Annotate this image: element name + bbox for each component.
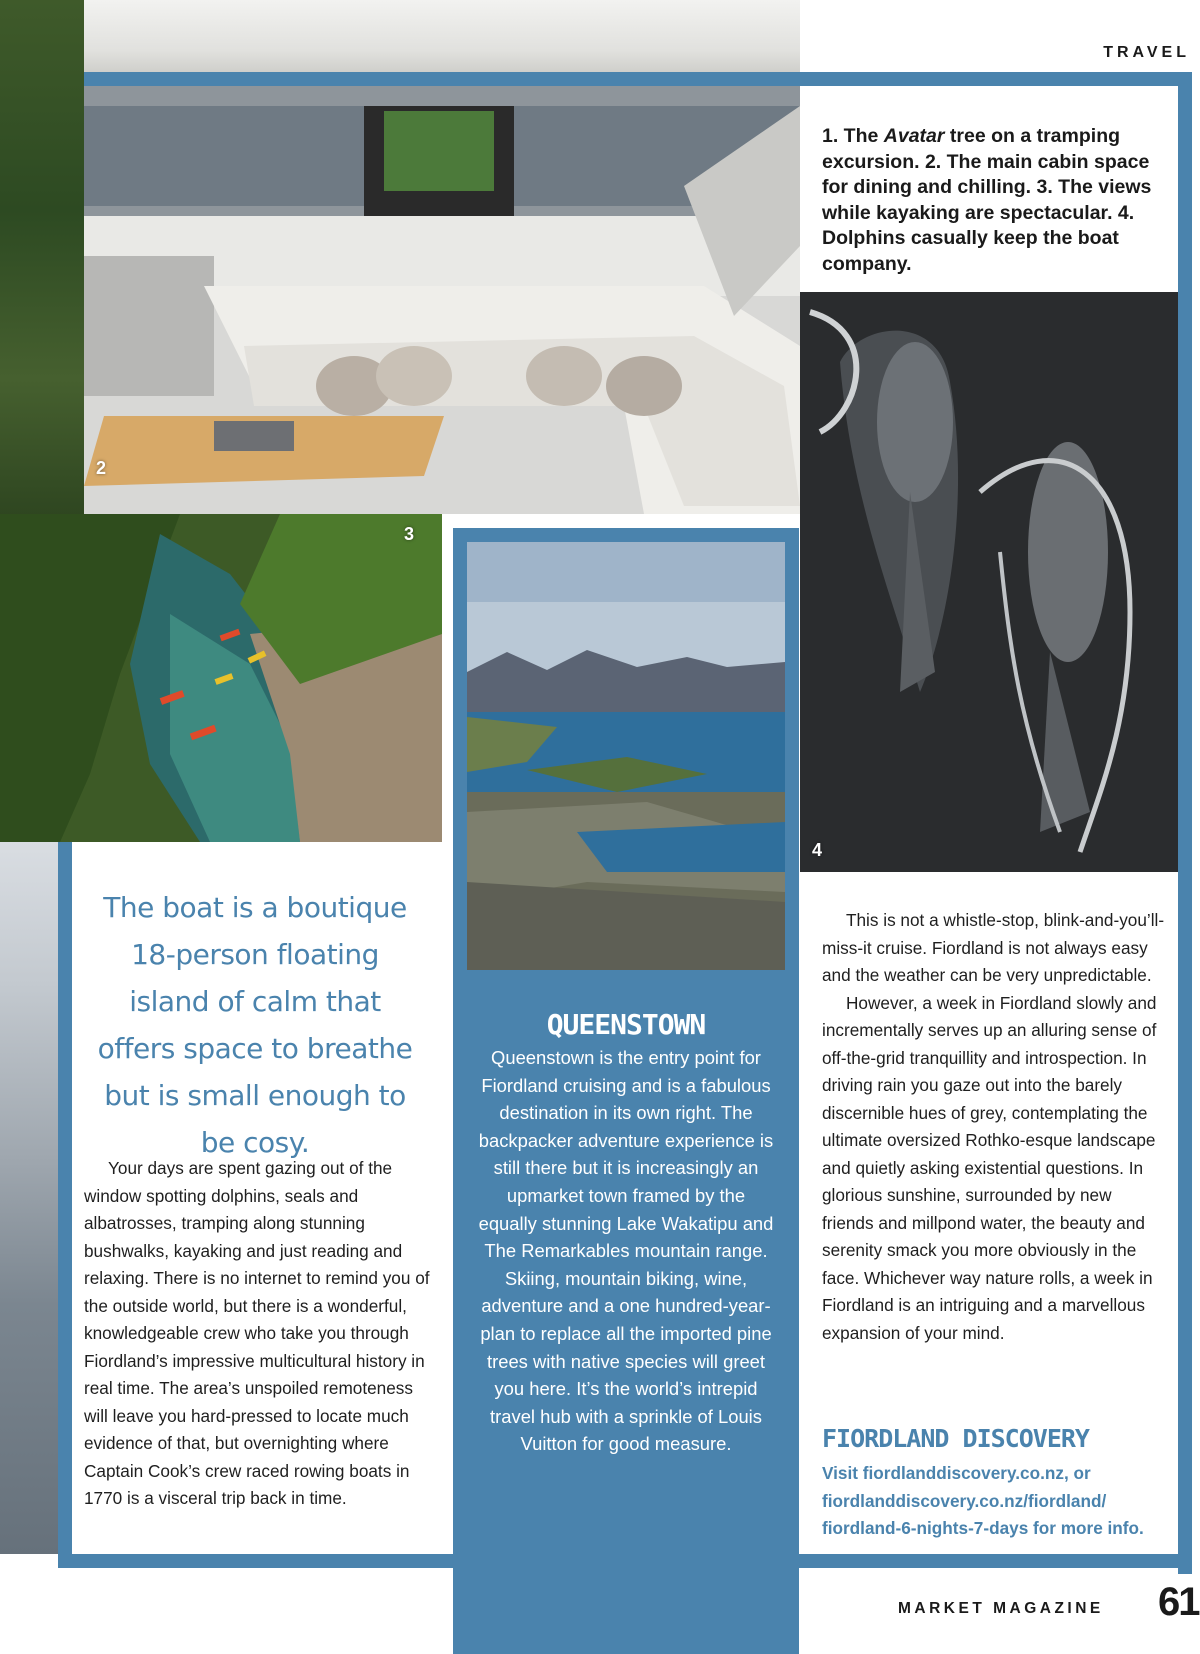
right-column-text <box>822 907 1167 1347</box>
photo-number-3: 3 <box>404 524 415 544</box>
cabin-photo <box>84 86 800 514</box>
body-paragraph: Your days are spent gazing out of the window spotting dolphins, seals and albatrosses, tramping along stunning bushwalks, kayaking and just reading and relaxing. There is no internet to remind you of the outside world, but there is a wonderful, knowledgeable crew who take you through Fiordland’s impressive multicultural history in real time. The area’s unspoiled remoteness will leave you hard-pressed to locate much evidence of that, but overnighting where Captain Cook’s crew raced rowing boats in 1770 is a visceral trip back in time. <box>84 1158 430 1508</box>
fiordland-discovery-info: Visit fiordlanddiscovery.co.nz, or fiordlanddiscovery.co.nz/fiordland/ fiordland-6-nights-7-days for more info. <box>822 1463 1144 1538</box>
photo-number-4: 4 <box>812 840 823 860</box>
left-column-text <box>84 1155 436 1513</box>
queenstown-heading: QUEENSTOWN <box>546 1008 706 1041</box>
queenstown-text: Queenstown is the entry point for Fiordland cruising and is a fabulous destination in its own right. The backpacker adventure experience is still there but it is increasingly an upmarket town framed by the equally stunning Lake Wakatipu and The Remarkables mountain range. Skiing, mountain biking, wine, adventure and a one hundred-year-plan to replace all the imported pine trees with native species will greet you here. It’s the world’s intrepid travel hub with a sprinkle of Louis Vuitton for good measure. <box>478 1047 774 1455</box>
queenstown-photo <box>467 542 785 970</box>
page-number: 61 <box>1158 1580 1199 1624</box>
photo-number-2: 2 <box>96 458 107 478</box>
blue-frame-left <box>58 842 72 1554</box>
blue-frame-right <box>1178 72 1192 1574</box>
pull-quote: The boat is a boutique 18-person floating island of calm that offers space to breathe but is small enough to be cosy. <box>97 891 413 1159</box>
cabin-ceiling-photo <box>84 0 800 72</box>
sea-photo-strip <box>0 842 58 1554</box>
fiordland-discovery-heading: FIORDLAND DISCOVERY <box>822 1424 1089 1453</box>
section-label: TRAVEL <box>1103 44 1190 61</box>
dolphins-photo <box>800 292 1178 872</box>
blue-frame-top <box>84 72 1192 86</box>
body-paragraph: However, a week in Fiordland slowly and incrementally serves up an alluring sense of off-the-grid tranquillity and introspection. In driving rain you gaze out into the barely discernible hues of grey, contemplating the ultimate oversized Rothko-esque landscape and quietly asking existential questions. In glorious sunshine, surrounded by new friends and millpond water, the beauty and serenity smack you more obviously in the face. Whichever way nature rolls, a week in Fiordland is an intriguing and a marvellous expansion of your mind. <box>822 992 1157 1343</box>
kayak-photo <box>0 514 442 842</box>
magazine-name: MARKET MAGAZINE <box>898 1600 1104 1617</box>
body-paragraph: This is not a whistle-stop, blink-and-you’ll-miss-it cruise. Fiordland is not always easy and the weather can be very unpredictable. <box>822 910 1165 985</box>
photo-caption: 1. The Avatar tree on a tramping excursion. 2. The main cabin space for dining and chilling. 3. The views while kayaking are spectacular. 4. Dolphins casually keep the boat company. <box>822 125 1152 275</box>
